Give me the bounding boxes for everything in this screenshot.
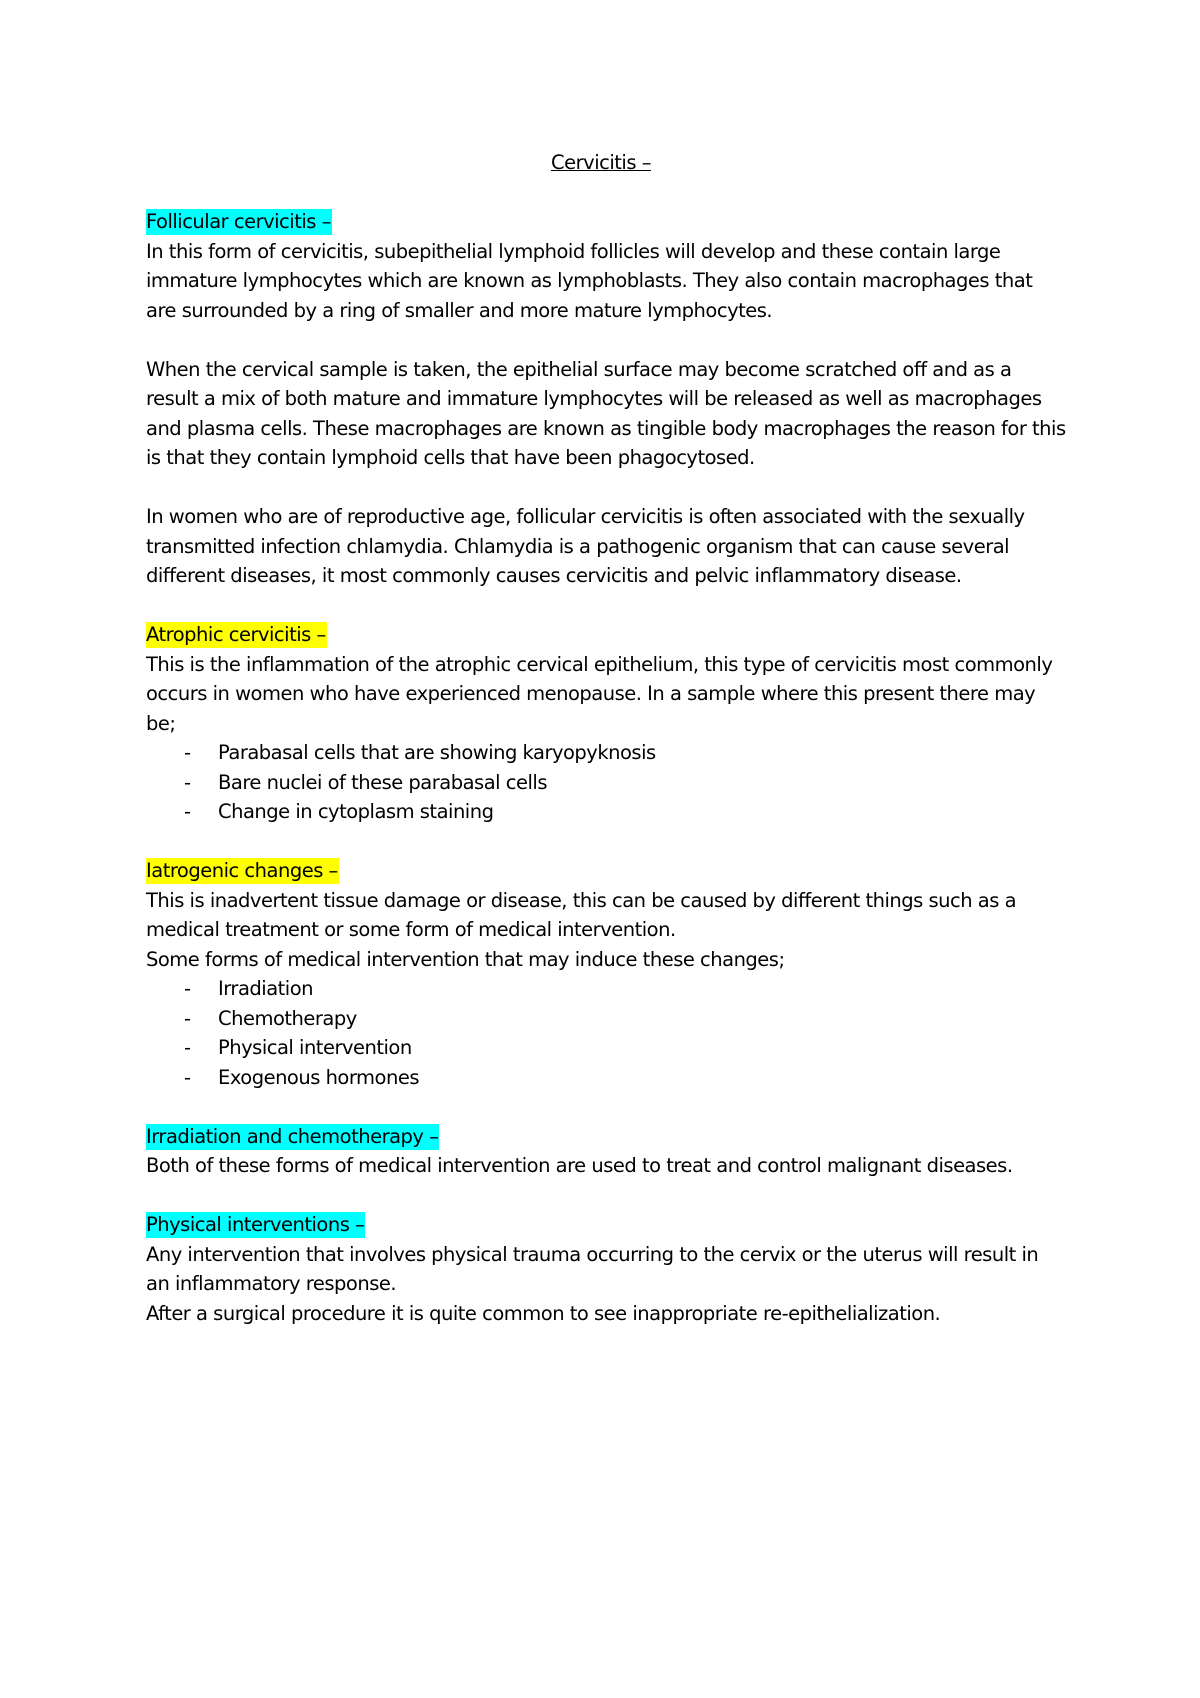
dash-bullet: - xyxy=(184,1036,191,1059)
physical-paragraph-2: After a surgical procedure it is quite common to see inappropriate re-epithelialization. xyxy=(146,1301,941,1325)
irradiation-paragraph-1: Both of these forms of medical intervention are used to treat and control malignant diseases. xyxy=(146,1154,1013,1177)
dash-bullet: - xyxy=(184,770,191,794)
iatrogenic-paragraph-1: This is inadvertent tissue damage or disease, this can be caused by different things such as a medical treatment or some form of medical intervention. xyxy=(146,888,1017,941)
heading-iatrogenic-changes xyxy=(146,856,1066,886)
heading-physical-interventions-text: Physical interventions – xyxy=(146,1213,365,1236)
heading-atrophic-cervicitis-text: Atrophic cervicitis – xyxy=(146,623,326,646)
heading-physical-interventions xyxy=(146,1210,1066,1240)
dash-bullet: - xyxy=(184,741,191,764)
list-item-text: Parabasal cells that are showing karyopyknosis xyxy=(218,741,656,764)
dash-bullet: - xyxy=(184,1065,191,1089)
atrophic-paragraph-1: This is the inflammation of the atrophic cervical epithelium, this type of cervicitis most commonly occurs in women who have experienced menopause. In a sample where this present there may be; xyxy=(146,652,1053,735)
list-item-text: Chemotherapy xyxy=(218,1006,357,1030)
list-item-text: Physical intervention xyxy=(218,1036,412,1059)
iatrogenic-list xyxy=(146,974,1066,1092)
heading-irradiation-chemotherapy xyxy=(146,1122,1066,1152)
follicular-paragraph-3: In women who are of reproductive age, follicular cervicitis is often associated with the sexually transmitted infection chlamydia. Chlamydia is a pathogenic organism that can cause several different diseases, it most commonly causes cervicitis and pelvic inflammatory disease. xyxy=(146,505,1025,587)
list-item xyxy=(146,974,1066,1004)
heading-follicular-cervicitis-text: Follicular cervicitis – xyxy=(146,210,331,233)
iatrogenic-paragraph-2: Some forms of medical intervention that may induce these changes; xyxy=(146,947,785,971)
dash-bullet: - xyxy=(184,800,191,823)
heading-atrophic-cervicitis xyxy=(146,620,1066,650)
follicular-paragraph-1: In this form of cervicitis, subepithelial lymphoid follicles will develop and these contain large immature lymphocytes which are known as lymphoblasts. They also contain macrophages that are surrounded by a ring of smaller and more mature lymphocytes. xyxy=(146,239,1033,322)
list-item-text: Change in cytoplasm staining xyxy=(218,800,494,823)
page-title: Cervicitis – xyxy=(551,151,651,174)
heading-irradiation-chemotherapy-text: Irradiation and chemotherapy – xyxy=(146,1124,439,1148)
dash-bullet: - xyxy=(184,1006,191,1030)
list-item xyxy=(146,1063,1066,1093)
atrophic-list xyxy=(146,738,1066,827)
follicular-paragraph-2: When the cervical sample is taken, the epithelial surface may become scratched off and as a result a mix of both mature and immature lymphocytes will be released as well as macrophages and plasma cells. These macrophages are known as tingible body macrophages the reason for this is that they contain lymphoid cells that have been phagocytosed. xyxy=(146,357,1066,469)
list-item-text: Irradiation xyxy=(218,977,313,1000)
list-item xyxy=(146,797,1066,827)
list-item-text: Bare nuclei of these parabasal cells xyxy=(218,770,547,794)
document-page xyxy=(146,148,1066,1328)
dash-bullet: - xyxy=(184,977,191,1000)
list-item xyxy=(146,768,1066,798)
heading-follicular-cervicitis xyxy=(146,207,1066,237)
list-item-text: Exogenous hormones xyxy=(218,1065,419,1089)
heading-iatrogenic-changes-text: Iatrogenic changes – xyxy=(146,859,338,882)
list-item xyxy=(146,1033,1066,1063)
physical-paragraph-1: Any intervention that involves physical trauma occurring to the cervix or the uterus will result in an inflammatory response. xyxy=(146,1242,1039,1295)
list-item xyxy=(146,738,1066,768)
list-item xyxy=(146,1004,1066,1034)
